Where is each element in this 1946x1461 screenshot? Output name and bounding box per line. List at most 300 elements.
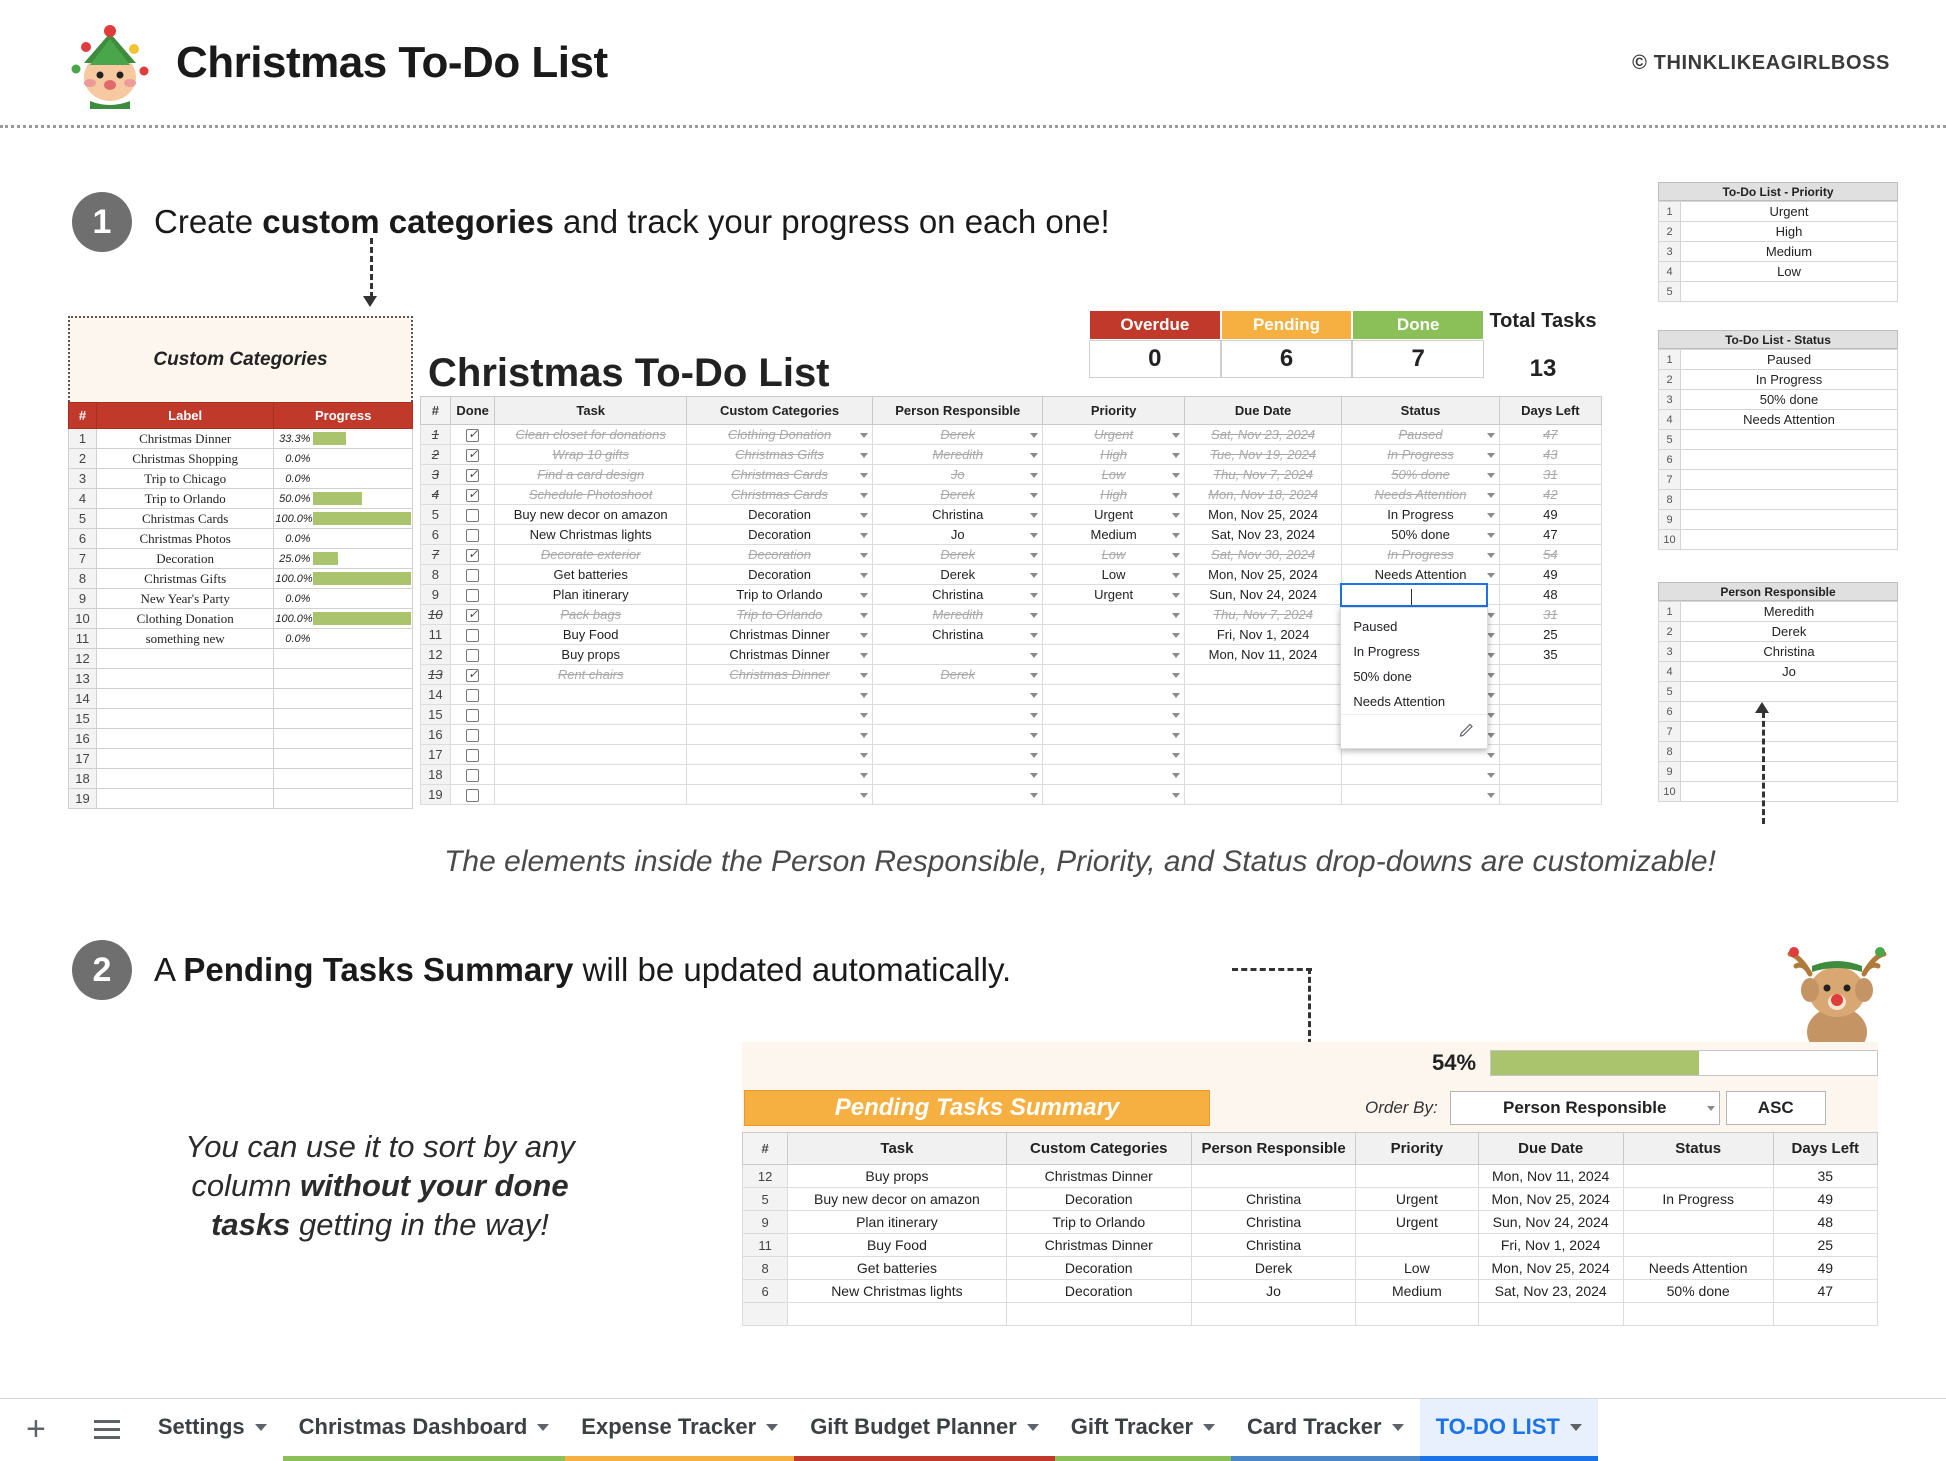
done-checkbox[interactable]	[466, 709, 479, 722]
task-cell[interactable]: Decorate exterior	[495, 545, 687, 565]
category-cell[interactable]	[686, 705, 872, 725]
legend-row-value[interactable]	[1681, 430, 1898, 450]
due-date-cell[interactable]	[1184, 765, 1341, 785]
done-checkbox[interactable]	[466, 749, 479, 762]
legend-row-value[interactable]	[1681, 530, 1898, 550]
status-dropdown-input[interactable]	[1340, 583, 1488, 607]
done-checkbox[interactable]	[466, 649, 479, 662]
sheet-tab-gift-budget-planner[interactable]	[794, 1399, 1055, 1461]
task-cell[interactable]	[495, 705, 687, 725]
done-checkbox[interactable]	[466, 469, 479, 482]
category-cell[interactable]: Christmas Cards	[686, 465, 872, 485]
task-cell[interactable]: Wrap 10 gifts	[495, 445, 687, 465]
done-checkbox-cell[interactable]	[450, 765, 495, 785]
status-cell[interactable]: 50% done	[1342, 525, 1499, 545]
chevron-down-icon[interactable]	[766, 1424, 778, 1431]
legend-row[interactable]	[1659, 742, 1898, 762]
status-cell[interactable]: In Progress	[1342, 445, 1499, 465]
order-direction-select[interactable]	[1726, 1091, 1826, 1125]
task-cell[interactable]: Pack bags	[495, 605, 687, 625]
priority-cell[interactable]	[1043, 625, 1185, 645]
legend-row[interactable]	[1659, 470, 1898, 490]
cc-row-label[interactable]: Clothing Donation	[96, 609, 273, 629]
status-dropdown-menu[interactable]	[1340, 607, 1488, 749]
person-cell[interactable]	[873, 705, 1043, 725]
order-by-select[interactable]	[1450, 1091, 1720, 1125]
task-cell[interactable]: Clean closet for donations	[495, 425, 687, 445]
custom-category-row[interactable]	[69, 669, 413, 689]
priority-cell[interactable]: Medium	[1043, 525, 1185, 545]
legend-row[interactable]	[1659, 350, 1898, 370]
due-date-cell[interactable]	[1184, 665, 1341, 685]
chevron-down-icon[interactable]	[1392, 1424, 1404, 1431]
task-cell[interactable]	[495, 785, 687, 805]
due-date-cell[interactable]: Tue, Nov 19, 2024	[1184, 445, 1341, 465]
custom-categories-title: Custom Categories	[68, 316, 413, 402]
due-date-cell[interactable]: Sat, Nov 23, 2024	[1184, 525, 1341, 545]
legend-row-value[interactable]	[1681, 510, 1898, 530]
due-date-cell[interactable]	[1184, 745, 1341, 765]
category-cell[interactable]	[686, 685, 872, 705]
done-checkbox-cell[interactable]	[450, 785, 495, 805]
sheet-tab-settings[interactable]	[142, 1399, 283, 1461]
custom-category-row[interactable]	[69, 449, 413, 469]
legend-row[interactable]	[1659, 410, 1898, 430]
custom-category-row[interactable]	[69, 569, 413, 589]
person-cell[interactable]: Jo	[873, 465, 1043, 485]
status-cell[interactable]: Paused	[1342, 425, 1499, 445]
person-cell[interactable]	[873, 765, 1043, 785]
done-checkbox-cell[interactable]	[450, 745, 495, 765]
priority-cell[interactable]	[1043, 725, 1185, 745]
category-cell[interactable]: Christmas Dinner	[686, 645, 872, 665]
pending-row	[743, 1165, 1878, 1188]
priority-cell[interactable]	[1043, 745, 1185, 765]
priority-cell[interactable]	[1043, 645, 1185, 665]
sheet-tab-christmas-dashboard[interactable]	[283, 1399, 566, 1461]
category-cell[interactable]: Trip to Orlando	[686, 585, 872, 605]
cc-row-label[interactable]	[96, 689, 273, 709]
legend-row-value[interactable]: High	[1681, 222, 1898, 242]
category-cell[interactable]: Christmas Gifts	[686, 445, 872, 465]
done-checkbox-cell[interactable]	[450, 585, 495, 605]
task-cell[interactable]: Get batteries	[495, 565, 687, 585]
cc-row-label[interactable]	[96, 709, 273, 729]
custom-category-row[interactable]	[69, 789, 413, 809]
legend-row[interactable]	[1659, 782, 1898, 802]
cc-progress-bar	[313, 552, 337, 565]
category-cell[interactable]	[686, 745, 872, 765]
category-cell[interactable]: Clothing Donation	[686, 425, 872, 445]
done-checkbox[interactable]	[466, 529, 479, 542]
th-num: #	[421, 397, 451, 425]
add-sheet-button[interactable]: +	[26, 1410, 46, 1448]
legend-row[interactable]	[1659, 370, 1898, 390]
todo-row-number: 2	[421, 445, 451, 465]
task-cell[interactable]: Plan itinerary	[495, 585, 687, 605]
person-cell[interactable]	[873, 685, 1043, 705]
task-cell[interactable]: Rent chairs	[495, 665, 687, 685]
sheet-tab-card-tracker[interactable]	[1231, 1399, 1420, 1461]
cc-row-label[interactable]: Christmas Shopping	[96, 449, 273, 469]
cc-row-label[interactable]: Decoration	[96, 549, 273, 569]
legend-row-value[interactable]: Low	[1681, 262, 1898, 282]
task-cell[interactable]: Find a card design	[495, 465, 687, 485]
legend-row-value[interactable]: Jo	[1681, 662, 1898, 682]
due-date-cell[interactable]	[1184, 705, 1341, 725]
category-cell[interactable]	[686, 765, 872, 785]
custom-category-row[interactable]	[69, 469, 413, 489]
sort-note-bold: without your done	[299, 1167, 569, 1203]
category-cell[interactable]: Decoration	[686, 565, 872, 585]
priority-cell[interactable]	[1043, 785, 1185, 805]
person-cell[interactable]	[873, 725, 1043, 745]
done-checkbox[interactable]	[466, 689, 479, 702]
todo-row[interactable]	[421, 585, 1602, 605]
todo-row[interactable]	[421, 485, 1602, 505]
done-checkbox[interactable]	[466, 569, 479, 582]
legend-row-value[interactable]	[1681, 450, 1898, 470]
legend-row-value[interactable]: Urgent	[1681, 202, 1898, 222]
due-date-cell[interactable]: Thu, Nov 7, 2024	[1184, 605, 1341, 625]
status-cell[interactable]: 50% done	[1342, 465, 1499, 485]
legend-row-value[interactable]: Needs Attention	[1681, 410, 1898, 430]
legend-row[interactable]	[1659, 390, 1898, 410]
legend-row-value[interactable]: Medium	[1681, 242, 1898, 262]
legend-row[interactable]	[1659, 430, 1898, 450]
priority-cell[interactable]	[1043, 765, 1185, 785]
chevron-down-icon[interactable]	[1203, 1424, 1215, 1431]
person-cell[interactable]: Christina	[873, 505, 1043, 525]
status-cell[interactable]: Needs Attention	[1342, 565, 1499, 585]
todo-row-number: 9	[421, 585, 451, 605]
chevron-down-icon[interactable]	[255, 1424, 267, 1431]
legend-row[interactable]	[1659, 262, 1898, 282]
todo-row-number: 15	[421, 705, 451, 725]
cc-row-label[interactable]: Trip to Orlando	[96, 489, 273, 509]
category-cell[interactable]: Decoration	[686, 545, 872, 565]
cc-row-number: 12	[69, 649, 97, 669]
legend-row[interactable]	[1659, 682, 1898, 702]
todo-row-number: 17	[421, 745, 451, 765]
done-checkbox-cell[interactable]	[450, 445, 495, 465]
done-checkbox[interactable]	[466, 549, 479, 562]
done-checkbox[interactable]	[466, 429, 479, 442]
cc-row-label[interactable]	[96, 769, 273, 789]
legend-row-value[interactable]	[1681, 490, 1898, 510]
days-left-cell: 49	[1499, 505, 1601, 525]
cc-row-label[interactable]: Christmas Dinner	[96, 429, 273, 449]
done-checkbox-cell[interactable]	[450, 725, 495, 745]
category-cell[interactable]: Christmas Cards	[686, 485, 872, 505]
custom-category-row[interactable]	[69, 609, 413, 629]
task-cell[interactable]: Buy new decor on amazon	[495, 505, 687, 525]
person-cell[interactable]: Derek	[873, 665, 1043, 685]
person-cell[interactable]	[873, 645, 1043, 665]
status-dropdown-open[interactable]	[1342, 585, 1499, 709]
todo-row-number: 5	[421, 505, 451, 525]
legend-row[interactable]	[1659, 242, 1898, 262]
done-checkbox-cell[interactable]	[450, 545, 495, 565]
th-priority: Priority	[1043, 397, 1185, 425]
pending-task: Get batteries	[788, 1257, 1006, 1280]
legend-row-value[interactable]	[1681, 682, 1898, 702]
todo-row[interactable]	[421, 525, 1602, 545]
done-checkbox[interactable]	[466, 769, 479, 782]
pending-task	[788, 1303, 1006, 1326]
priority-cell[interactable]: Low	[1043, 545, 1185, 565]
due-date-cell[interactable]: Mon, Nov 25, 2024	[1184, 505, 1341, 525]
pending-status: In Progress	[1623, 1188, 1773, 1211]
person-cell[interactable]	[873, 745, 1043, 765]
done-checkbox[interactable]	[466, 729, 479, 742]
legend-row[interactable]	[1659, 602, 1898, 622]
done-checkbox-cell[interactable]	[450, 485, 495, 505]
custom-category-row[interactable]	[69, 549, 413, 569]
custom-category-row[interactable]	[69, 649, 413, 669]
custom-category-row[interactable]	[69, 709, 413, 729]
todo-row[interactable]	[421, 545, 1602, 565]
todo-row[interactable]	[421, 425, 1602, 445]
person-cell[interactable]: Meredith	[873, 605, 1043, 625]
category-cell[interactable]	[686, 725, 872, 745]
done-checkbox[interactable]	[466, 629, 479, 642]
task-cell[interactable]	[495, 765, 687, 785]
legend-row[interactable]	[1659, 222, 1898, 242]
legend-row-value[interactable]: In Progress	[1681, 370, 1898, 390]
priority-cell[interactable]: Urgent	[1043, 585, 1185, 605]
due-date-cell[interactable]	[1184, 785, 1341, 805]
done-checkbox[interactable]	[466, 489, 479, 502]
done-checkbox-cell[interactable]	[450, 705, 495, 725]
task-cell[interactable]	[495, 685, 687, 705]
legend-row-value[interactable]	[1681, 702, 1898, 722]
due-date-cell[interactable]: Mon, Nov 25, 2024	[1184, 565, 1341, 585]
custom-category-row[interactable]	[69, 629, 413, 649]
done-checkbox[interactable]	[466, 449, 479, 462]
person-cell[interactable]: Meredith	[873, 445, 1043, 465]
chevron-down-icon[interactable]	[1027, 1424, 1039, 1431]
status-option[interactable]: In Progress	[1353, 644, 1420, 659]
legend-row-value[interactable]: Christina	[1681, 642, 1898, 662]
custom-category-row[interactable]	[69, 729, 413, 749]
priority-cell[interactable]: Low	[1043, 465, 1185, 485]
task-cell[interactable]: Buy Food	[495, 625, 687, 645]
priority-cell[interactable]	[1043, 605, 1185, 625]
sheet-tab-to-do-list[interactable]	[1420, 1399, 1598, 1461]
step-2-badge: 2	[72, 940, 132, 1000]
cc-row-label[interactable]: Christmas Photos	[96, 529, 273, 549]
done-checkbox-cell[interactable]	[450, 625, 495, 645]
pencil-icon[interactable]	[1341, 714, 1487, 742]
custom-category-row[interactable]	[69, 689, 413, 709]
pending-task: Buy new decor on amazon	[788, 1188, 1006, 1211]
person-cell[interactable]: Jo	[873, 525, 1043, 545]
person-cell[interactable]	[873, 785, 1043, 805]
due-date-cell[interactable]: Mon, Nov 11, 2024	[1184, 645, 1341, 665]
done-checkbox-cell[interactable]	[450, 425, 495, 445]
status-option[interactable]: Needs Attention	[1353, 694, 1446, 709]
person-cell[interactable]: Derek	[873, 565, 1043, 585]
person-cell[interactable]: Derek	[873, 485, 1043, 505]
step-1-text-bold: custom categories	[262, 203, 554, 240]
legend-row-value[interactable]: Paused	[1681, 350, 1898, 370]
done-checkbox-cell[interactable]	[450, 645, 495, 665]
cc-row-label[interactable]: Christmas Cards	[96, 509, 273, 529]
todo-row[interactable]	[421, 445, 1602, 465]
status-option[interactable]: Paused	[1353, 619, 1398, 634]
todo-row[interactable]	[421, 565, 1602, 585]
category-cell[interactable]	[686, 785, 872, 805]
legend-row[interactable]	[1659, 662, 1898, 682]
cc-row-progress	[274, 789, 413, 809]
legend-row-value[interactable]	[1681, 762, 1898, 782]
category-cell[interactable]: Trip to Orlando	[686, 605, 872, 625]
chevron-down-icon[interactable]	[537, 1424, 549, 1431]
cc-row-label[interactable]	[96, 749, 273, 769]
all-sheets-icon[interactable]	[72, 1415, 142, 1444]
done-checkbox[interactable]	[466, 789, 479, 802]
th-task: Task	[495, 397, 687, 425]
priority-cell[interactable]: High	[1043, 485, 1185, 505]
custom-category-row[interactable]	[69, 529, 413, 549]
legend-row[interactable]	[1659, 510, 1898, 530]
done-checkbox[interactable]	[466, 609, 479, 622]
priority-cell[interactable]	[1043, 665, 1185, 685]
status-cell[interactable]	[1342, 785, 1499, 805]
todo-row[interactable]	[421, 785, 1602, 805]
status-cell[interactable]	[1342, 765, 1499, 785]
cc-row-label[interactable]	[96, 729, 273, 749]
category-cell[interactable]: Christmas Dinner	[686, 625, 872, 645]
done-checkbox-cell[interactable]	[450, 465, 495, 485]
custom-category-row[interactable]	[69, 509, 413, 529]
status-option[interactable]: 50% done	[1353, 669, 1412, 684]
category-cell[interactable]: Decoration	[686, 525, 872, 545]
custom-category-row[interactable]	[69, 589, 413, 609]
pending-category: Trip to Orlando	[1006, 1211, 1191, 1234]
priority-cell[interactable]	[1043, 705, 1185, 725]
priority-cell[interactable]: High	[1043, 445, 1185, 465]
priority-cell[interactable]: Urgent	[1043, 505, 1185, 525]
done-checkbox-cell[interactable]	[450, 605, 495, 625]
person-cell[interactable]: Derek	[873, 425, 1043, 445]
person-cell[interactable]: Christina	[873, 585, 1043, 605]
priority-cell[interactable]	[1043, 685, 1185, 705]
step-2-text	[154, 951, 1011, 989]
status-cell[interactable]: Needs Attention	[1342, 485, 1499, 505]
cc-row-percent: 50.0%	[279, 492, 311, 505]
cc-row-label[interactable]: Trip to Chicago	[96, 469, 273, 489]
done-checkbox[interactable]	[466, 509, 479, 522]
task-cell[interactable]: Schedule Photoshoot	[495, 485, 687, 505]
sheet-tab-gift-tracker[interactable]	[1055, 1399, 1231, 1461]
custom-category-row[interactable]	[69, 429, 413, 449]
legend-row[interactable]	[1659, 202, 1898, 222]
done-checkbox-cell[interactable]	[450, 505, 495, 525]
legend-row-value[interactable]: Derek	[1681, 622, 1898, 642]
legend-row[interactable]	[1659, 722, 1898, 742]
due-date-cell[interactable]: Fri, Nov 1, 2024	[1184, 625, 1341, 645]
legend-row-value[interactable]: 50% done	[1681, 390, 1898, 410]
legend-row-value[interactable]: Meredith	[1681, 602, 1898, 622]
cc-row-label[interactable]: New Year's Party	[96, 589, 273, 609]
cc-row-label[interactable]	[96, 789, 273, 809]
done-checkbox-cell[interactable]	[450, 565, 495, 585]
legend-row[interactable]	[1659, 282, 1898, 302]
cc-row-label[interactable]	[96, 649, 273, 669]
person-cell[interactable]: Derek	[873, 545, 1043, 565]
cc-row-progress	[274, 569, 413, 589]
person-cell[interactable]: Christina	[873, 625, 1043, 645]
cc-row-label[interactable]	[96, 669, 273, 689]
legend-row-value[interactable]	[1681, 722, 1898, 742]
order-direction-value: ASC	[1757, 1098, 1794, 1117]
legend-row[interactable]	[1659, 530, 1898, 550]
legend-row-number: 7	[1659, 722, 1681, 742]
legend-row[interactable]	[1659, 762, 1898, 782]
chevron-down-icon[interactable]	[1570, 1424, 1582, 1431]
legend-row-value[interactable]	[1681, 470, 1898, 490]
custom-category-row[interactable]	[69, 769, 413, 789]
due-date-cell[interactable]: Sat, Nov 30, 2024	[1184, 545, 1341, 565]
sheet-tab-label: Expense Tracker	[581, 1414, 757, 1439]
legend-row[interactable]	[1659, 622, 1898, 642]
due-date-cell[interactable]: Thu, Nov 7, 2024	[1184, 465, 1341, 485]
cc-row-label[interactable]: Christmas Gifts	[96, 569, 273, 589]
custom-category-row[interactable]	[69, 749, 413, 769]
task-cell[interactable]: Buy props	[495, 645, 687, 665]
due-date-cell[interactable]	[1184, 685, 1341, 705]
legend-row-value[interactable]	[1681, 282, 1898, 302]
legend-row[interactable]	[1659, 490, 1898, 510]
todo-row[interactable]	[421, 505, 1602, 525]
cc-row-label[interactable]: something new	[96, 629, 273, 649]
done-checkbox-cell[interactable]	[450, 525, 495, 545]
done-checkbox-cell[interactable]	[450, 685, 495, 705]
pending-row	[743, 1257, 1878, 1280]
due-date-cell[interactable]: Sun, Nov 24, 2024	[1184, 585, 1341, 605]
sheet-tab-expense-tracker[interactable]	[565, 1399, 794, 1461]
todo-row[interactable]	[421, 465, 1602, 485]
status-cell[interactable]: In Progress	[1342, 505, 1499, 525]
legend-row[interactable]	[1659, 642, 1898, 662]
status-cell[interactable]: In Progress	[1342, 545, 1499, 565]
cc-progress-bar	[313, 492, 362, 505]
due-date-cell[interactable]: Mon, Nov 18, 2024	[1184, 485, 1341, 505]
legend-row[interactable]	[1659, 450, 1898, 470]
task-cell[interactable]	[495, 725, 687, 745]
cc-row-percent: 0.0%	[285, 592, 311, 605]
category-cell[interactable]: Christmas Dinner	[686, 665, 872, 685]
due-date-cell[interactable]: Sat, Nov 23, 2024	[1184, 425, 1341, 445]
done-checkbox-cell[interactable]	[450, 665, 495, 685]
legend-row[interactable]	[1659, 702, 1898, 722]
task-cell[interactable]: New Christmas lights	[495, 525, 687, 545]
page-title: Christmas To-Do List	[176, 37, 608, 87]
done-checkbox[interactable]	[466, 589, 479, 602]
legend-row-value[interactable]	[1681, 782, 1898, 802]
priority-cell[interactable]: Urgent	[1043, 425, 1185, 445]
due-date-cell[interactable]	[1184, 725, 1341, 745]
priority-cell[interactable]: Low	[1043, 565, 1185, 585]
todo-row[interactable]	[421, 765, 1602, 785]
done-checkbox[interactable]	[466, 669, 479, 682]
custom-category-row[interactable]	[69, 489, 413, 509]
task-cell[interactable]	[495, 745, 687, 765]
legend-row-value[interactable]	[1681, 742, 1898, 762]
category-cell[interactable]: Decoration	[686, 505, 872, 525]
